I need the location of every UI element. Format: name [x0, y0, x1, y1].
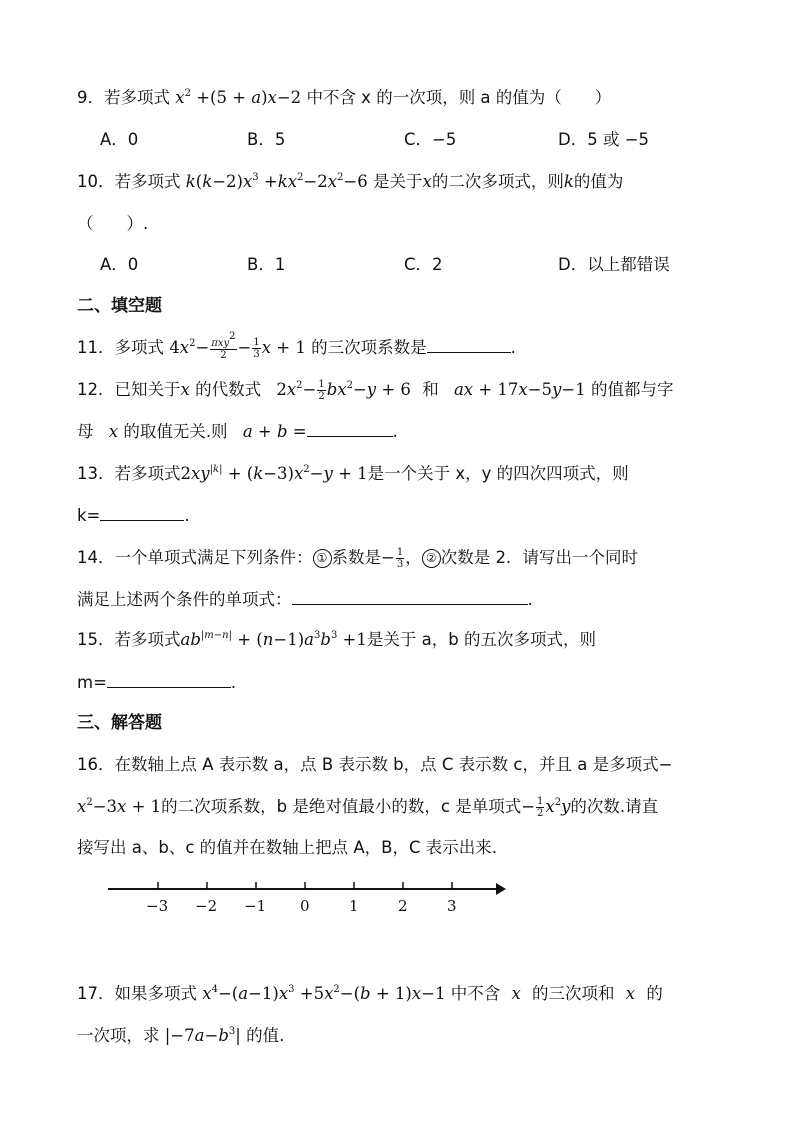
q11-answer-blank[interactable] [427, 336, 511, 353]
q14-line2-text: 满足上述两个条件的单项式： [77, 590, 292, 609]
q17-var-x2: x [625, 984, 636, 1003]
q11-expression: $4x^2-$ $\frac{\pi xy^2}{2}$ − $\frac{1}{3}$ x + 1 [169, 330, 306, 361]
question-14: 14．一个单项式满足下列条件： ① 系数是− $\frac{1}{3}$ ， ② 次数是 2．请写出一个同时 [77, 547, 638, 570]
q10-option-d[interactable]: D．以上都错误 [558, 255, 670, 274]
label-minus-2: −2 [195, 897, 218, 915]
q17-mid2: 的三次项和 [532, 984, 615, 1003]
q17-abs-expression: $|-7a-b^3|$ [164, 1026, 241, 1045]
question-16: 16．在数轴上点 A 表示数 a，点 B 表示数 b，点 C 表示数 c，并且 a 是多项式− [77, 755, 673, 774]
q17-line2a: 一次项，求 [77, 1026, 160, 1045]
q11-suffix: 的三次项系数是 [311, 338, 427, 357]
q12-a-plus-b: a + b = [242, 422, 307, 441]
circled-one-icon: ① [313, 549, 332, 568]
q10-option-c[interactable]: C．2 [404, 255, 443, 274]
q10-suffix-b: 的二次多项式，则 [431, 172, 564, 191]
q10-line-2: （ ）. [77, 214, 149, 233]
q12-line-2 [77, 420, 398, 444]
question-10 [77, 170, 623, 194]
question-17 [77, 982, 663, 1006]
q14-coefficient: − $\frac{1}{3}$ [381, 547, 404, 570]
q10-var-x: x [422, 172, 432, 191]
q10-option-b[interactable]: B．1 [247, 255, 286, 274]
section-fill-in-title: 二、填空题 [77, 296, 162, 316]
label-0: 0 [300, 897, 310, 915]
q13-answer-blank[interactable] [100, 504, 184, 521]
q11-end: . [510, 338, 516, 357]
label-1: 1 [349, 897, 359, 915]
q12-line2b: 的取值无关.则 [123, 422, 228, 441]
q10-suffix-a: 是关于 [373, 172, 423, 191]
q17-line-2 [77, 1024, 284, 1048]
q14-cond1: 系数是 [331, 548, 381, 567]
q10-expression: $k(k-2)x^3 +kx^2-2x^2-6$ [185, 172, 368, 191]
q15-suffix: 是关于 a，b 的五次多项式，则 [366, 630, 596, 649]
q13-prefix: 13．若多项式 [77, 464, 181, 483]
question-15 [77, 628, 596, 652]
q12-expression-1: $2x^2-$ $\frac{1}{2}$ $bx^2-y + 6$ [276, 379, 411, 402]
q15-prefix: 15．若多项式 [77, 630, 181, 649]
q15-end: . [230, 673, 237, 692]
q12-prefix: 12．已知关于 [77, 380, 181, 399]
q10-prefix: 10．若多项式 [77, 172, 181, 191]
q12-mid2: 和 [422, 380, 439, 399]
q12-expression-2: ax + 17x−5y−1 [453, 380, 586, 399]
q9-expression: $x^2 +(5 + a)x-2$ [175, 88, 302, 107]
q16-expression-poly: $x^2-3x + 1$ [77, 797, 162, 816]
q12-mid3: 的值都与字 [590, 380, 674, 399]
question-12 [77, 378, 673, 402]
q9-prefix: 9．若多项式 [77, 88, 170, 107]
q17-prefix: 17．如果多项式 [77, 984, 197, 1003]
q12-var-x2: x [108, 422, 119, 441]
q12-end: . [392, 422, 398, 441]
q14-end: . [527, 590, 533, 609]
q14-prefix: 14．一个单项式满足下列条件： [77, 548, 313, 567]
q9-option-a[interactable]: A．0 [100, 130, 139, 149]
q9-option-d[interactable]: D．5 或 −5 [558, 130, 650, 149]
label-minus-3: −3 [146, 897, 169, 915]
q17-line2b: 的值. [246, 1026, 285, 1045]
q16-line2b: 的次数.请直 [570, 797, 659, 816]
q12-var-x: x [180, 380, 190, 399]
q11-prefix: 11．多项式 [77, 338, 164, 357]
q15-line-2 [77, 671, 236, 695]
q13-expression: $2xy^{|k|} + (k-3)x^2-y + 1$ [180, 464, 368, 483]
q13-k-label: k= [77, 506, 101, 525]
q17-mid1: 中不含 [450, 984, 501, 1003]
q17-var-x1: x [511, 984, 521, 1003]
label-2: 2 [398, 897, 408, 915]
q14-cond2: 次数是 2．请写出一个同时 [440, 548, 638, 567]
q15-answer-blank[interactable] [107, 671, 231, 688]
circled-two-icon: ② [422, 549, 441, 568]
q10-suffix-c: 的值为 [573, 172, 624, 191]
label-minus-1: −1 [244, 897, 267, 915]
q10-var-k: k [563, 172, 574, 191]
q14-line-2 [77, 588, 533, 612]
q15-expression: $ab^{|m-n|} + (n-1)a^3b^3 +1$ [180, 630, 367, 649]
q16-line2a: 的二次项系数，b 是绝对值最小的数，c 是单项式− [161, 797, 536, 816]
q9-option-c[interactable]: C．−5 [404, 130, 457, 149]
q12-mid1: 的代数式 [195, 380, 262, 399]
q17-expression: $x^4-(a-1)x^3 +5x^2-(b + 1)x-1$ [202, 984, 446, 1003]
q13-end: . [184, 506, 190, 525]
question-13 [77, 462, 629, 486]
q9-option-b[interactable]: B．5 [247, 130, 286, 149]
q16-line-2 [77, 795, 658, 819]
question-11 [77, 330, 516, 361]
q14-answer-blank[interactable] [292, 588, 528, 605]
q9-suffix: 中不含 x 的一次项，则 a 的值为（ ） [306, 88, 612, 107]
q15-m-label: m= [77, 673, 107, 692]
q12-answer-blank[interactable] [307, 420, 393, 437]
q17-mid3: 的 [646, 984, 663, 1003]
section-answer-title: 三、解答题 [77, 713, 162, 733]
question-9 [77, 86, 611, 110]
q10-option-a[interactable]: A．0 [100, 255, 139, 274]
q16-line-3: 接写出 a、b、c 的值并在数轴上把点 A，B，C 表示出来. [77, 838, 498, 857]
number-line-arrow-icon [496, 883, 506, 895]
q12-line2a: 母 [77, 422, 94, 441]
label-3: 3 [447, 897, 457, 915]
q13-suffix: 是一个关于 x，y 的四次四项式，则 [367, 464, 629, 483]
q16-monomial: $\frac{1}{2}$ $x^2y$ [537, 796, 571, 819]
q13-line-2 [77, 504, 190, 528]
